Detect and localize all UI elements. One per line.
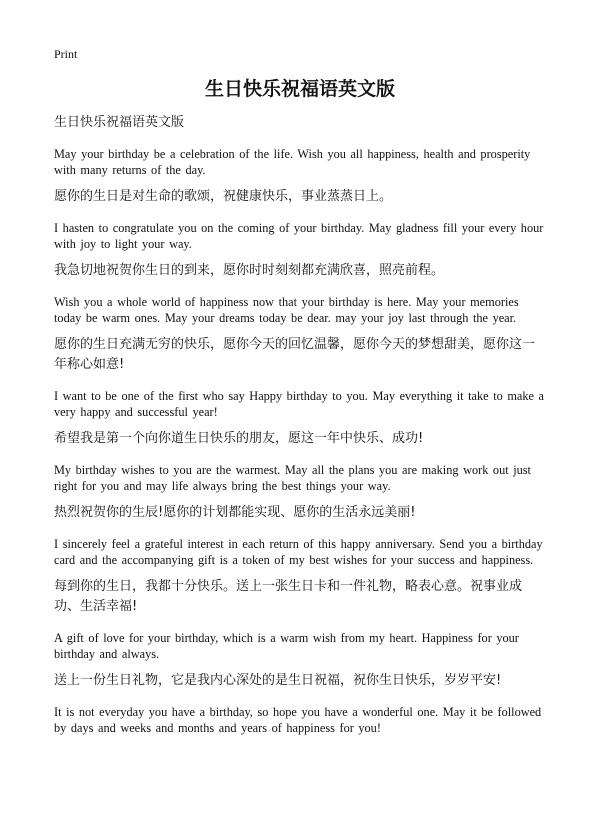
paragraph-en-7: A gift of love for your birthday, which is a warm wish from my heart. Happiness for your birthday and always. — [54, 631, 519, 661]
paragraph-zh-5: 热烈祝贺你的生辰!愿你的计划都能实现、愿你的生活永远美丽! — [54, 505, 416, 520]
paragraph-en-8: It is not everyday you have a birthday, so hope you have a wonderful one. May it be followed by days and weeks and months and years of happiness for you! — [54, 705, 542, 735]
paragraph-en-5: My birthday wishes to you are the warmest. May all the plans you are making work out just right for you and may life always bring the best things your way. — [54, 463, 531, 493]
paragraph-en-1: May your birthday be a celebration of the life. Wish you all happiness, health and prosperity with many returns of the day. — [54, 147, 531, 177]
paragraph-en-4: I want to be one of the first who say Happy birthday to you. May everything it take to make a very happy and successful year! — [54, 389, 544, 419]
page-subtitle: 生日快乐祝福语英文版 — [54, 115, 185, 130]
paragraph-zh-6: 每到你的生日，我都十分快乐。送上一张生日卡和一件礼物，略表心意。祝事业成功、生活幸福! — [54, 579, 523, 614]
page-title: 生日快乐祝福语英文版 — [204, 78, 395, 100]
paragraph-en-3: Wish you a whole world of happiness now that your birthday is here. May your memories today be warm ones. May your dreams today be dear. may your joy last through the year. — [54, 295, 519, 325]
paragraph-zh-1: 愿你的生日是对生命的歌颂，祝健康快乐，事业蒸蒸日上。 — [54, 189, 393, 204]
paragraph-en-2: I hasten to congratulate you on the coming of your birthday. May gladness fill your every hour with joy to light your way. — [54, 221, 544, 251]
paragraph-zh-4: 希望我是第一个向你道生日快乐的朋友，愿这一年中快乐、成功! — [54, 431, 424, 446]
paragraph-zh-3: 愿你的生日充满无穷的快乐，愿你今天的回忆温馨，愿你今天的梦想甜美，愿你这一年称心如意! — [54, 337, 536, 372]
paragraph-zh-2: 我急切地祝贺你生日的到来，愿你时时刻刻都充满欣喜，照亮前程。 — [54, 263, 445, 278]
paragraph-zh-7: 送上一份生日礼物，它是我内心深处的是生日祝福，祝你生日快乐，岁岁平安! — [54, 673, 502, 688]
paragraph-en-6: I sincerely feel a grateful interest in each return of this happy anniversary. Send you a birthday card and the accompanying gift is a token of my best wishes for your success and happiness. — [54, 537, 543, 567]
print-link[interactable]: Print — [54, 47, 78, 61]
